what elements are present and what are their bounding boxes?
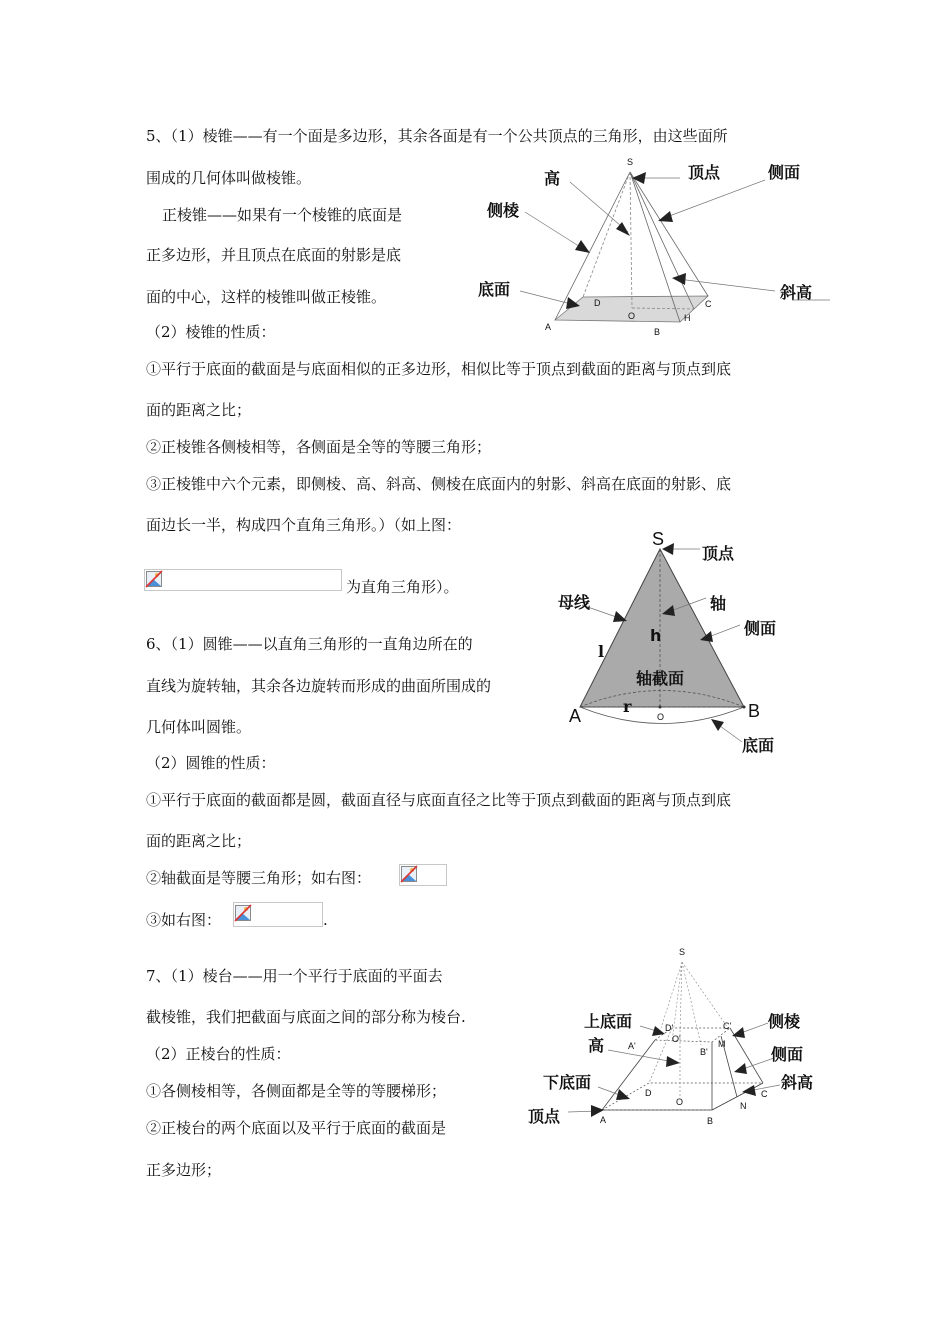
sec5-line-3: 正棱锥——如果有一个棱锥的底面是 bbox=[162, 206, 403, 224]
sec5-line-7: ①平行于底面的截面是与底面相似的正多边形，相似比等于顶点到截面的距离与顶点到底 bbox=[146, 360, 732, 378]
sec7-line-6: 正多边形； bbox=[146, 1161, 222, 1179]
sec5-line-6: （2）棱锥的性质： bbox=[146, 323, 276, 341]
label-dingdian: 顶点 bbox=[688, 163, 721, 182]
sec5-line-2: 围成的几何体叫做棱锥。 bbox=[146, 169, 312, 187]
cone-label-dingdian: 顶点 bbox=[702, 544, 735, 563]
label-xiegao: 斜高 bbox=[780, 283, 813, 302]
pyramid-point-B: B bbox=[654, 327, 661, 337]
sec6-line-2: 直线为旋转轴，其余各边旋转而形成的曲面所围成的 bbox=[146, 677, 492, 695]
cone-label-h: h bbox=[650, 626, 662, 645]
cone-label-r: r bbox=[623, 697, 632, 716]
frustum-point-O: O bbox=[676, 1097, 684, 1107]
sec5-line-5: 面的中心，这样的棱锥叫做正棱锥。 bbox=[146, 288, 387, 306]
cone-point-B: B bbox=[748, 701, 761, 721]
frustum-label-xiadimian: 下底面 bbox=[543, 1073, 592, 1092]
cone-point-O: O bbox=[657, 712, 665, 722]
frustum-point-B1: B' bbox=[700, 1047, 708, 1057]
frustum-label-gao: 高 bbox=[588, 1036, 605, 1055]
frustum-point-B: B bbox=[707, 1116, 714, 1126]
sec7-line-4: ①各侧棱相等，各侧面都是全等的等腰梯形； bbox=[146, 1082, 447, 1100]
pyramid-point-S: S bbox=[627, 157, 634, 167]
sec7-line-1: 7、（1）棱台——用一个平行于底面的平面去 bbox=[146, 967, 443, 985]
sec5-line-11: 面边长一半，构成四个直角三角形。）（如上图： bbox=[146, 516, 462, 534]
frustum-point-A: A bbox=[600, 1115, 607, 1125]
cone-label-zhoujiemian: 轴截面 bbox=[636, 669, 685, 688]
pyramid-point-D: D bbox=[594, 298, 601, 308]
label-gao: 高 bbox=[544, 169, 561, 188]
cone-point-S: S bbox=[652, 529, 665, 549]
frustum-label-celeng: 侧棱 bbox=[768, 1012, 801, 1031]
sec5-line-4: 正多边形，并且顶点在底面的射影是底 bbox=[146, 246, 402, 264]
sec5-line-1: 5、（1）棱锥——有一个面是多边形，其余各面是有一个公共顶点的三角形，由这些面所 bbox=[146, 127, 728, 145]
cone-label-l: l bbox=[598, 642, 605, 661]
frustum-label-cemian: 侧面 bbox=[771, 1045, 804, 1064]
cone-label-dimian: 底面 bbox=[742, 736, 775, 755]
cone-label-cemian: 侧面 bbox=[744, 619, 777, 638]
frustum-point-M: M bbox=[718, 1039, 726, 1049]
frustum-label-shangdimian: 上底面 bbox=[584, 1012, 633, 1031]
sec6-line-3: 几何体叫圆锥。 bbox=[146, 718, 252, 736]
sec5-line-12: 为直角三角形）。 bbox=[346, 578, 459, 596]
sec7-line-2: 截棱锥，我们把截面与底面之间的部分称为棱台. bbox=[146, 1008, 466, 1026]
pyramid-point-A: A bbox=[545, 322, 552, 332]
sec7-line-5: ②正棱台的两个底面以及平行于底面的截面是 bbox=[146, 1119, 447, 1137]
pyramid-point-C: C bbox=[705, 299, 712, 309]
frustum-point-C1: C' bbox=[723, 1021, 732, 1031]
frustum-point-D1: D' bbox=[665, 1023, 674, 1033]
frustum-label-dingdian: 顶点 bbox=[528, 1107, 561, 1126]
sec6-line-8-end: . bbox=[323, 911, 328, 929]
frustum-point-D: D bbox=[645, 1088, 652, 1098]
cone-label-zhou: 轴 bbox=[710, 594, 727, 613]
cone-point-A: A bbox=[569, 706, 582, 726]
label-dimian: 底面 bbox=[478, 280, 511, 299]
frustum-point-A1: A' bbox=[628, 1041, 636, 1051]
sec6-line-8: ③如右图： bbox=[146, 911, 222, 929]
frustum-point-S: S bbox=[679, 947, 686, 957]
sec6-line-6: 面的距离之比； bbox=[146, 832, 252, 850]
pyramid-point-O: O bbox=[628, 311, 636, 321]
frustum-point-O1: O' bbox=[672, 1034, 681, 1044]
label-celeng: 侧棱 bbox=[487, 201, 520, 220]
frustum-point-N: N bbox=[740, 1101, 747, 1111]
sec6-line-5: ①平行于底面的截面都是圆，截面直径与底面直径之比等于顶点到截面的距离与顶点到底 bbox=[146, 791, 732, 809]
sec6-line-1: 6、（1）圆锥——以直角三角形的一直角边所在的 bbox=[146, 635, 473, 653]
cone-label-muxian: 母线 bbox=[558, 593, 591, 612]
frustum-point-C: C bbox=[761, 1089, 768, 1099]
label-cemian: 侧面 bbox=[768, 163, 801, 182]
sec6-line-4: （2）圆锥的性质： bbox=[146, 754, 276, 772]
sec7-line-3: （2）正棱台的性质： bbox=[146, 1045, 291, 1063]
sec5-line-10: ③正棱锥中六个元素，即侧棱、高、斜高、侧棱在底面内的射影、斜高在底面的射影、底 bbox=[146, 475, 732, 493]
frustum-label-xiegao: 斜高 bbox=[781, 1073, 814, 1092]
sec5-line-8: 面的距离之比； bbox=[146, 401, 252, 419]
pyramid-point-H: H bbox=[684, 313, 691, 323]
sec6-line-7: ②轴截面是等腰三角形；如右图： bbox=[146, 869, 372, 887]
sec5-line-9: ②正棱锥各侧棱相等，各侧面是全等的等腰三角形； bbox=[146, 438, 492, 456]
